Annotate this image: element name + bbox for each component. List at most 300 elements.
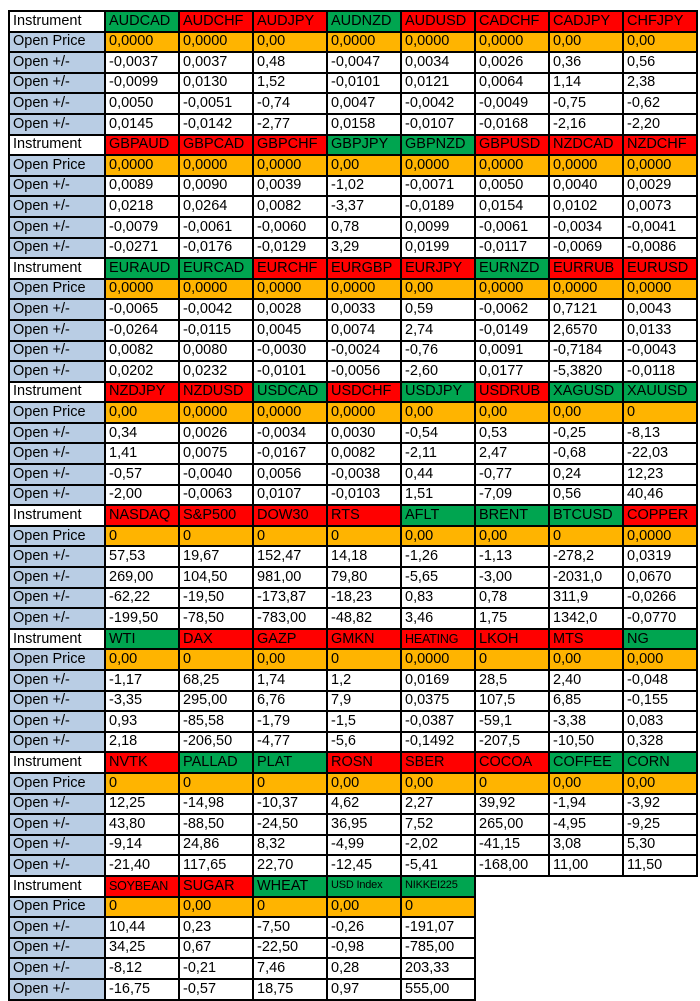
open-change-cell[interactable]: 0,97 — [327, 979, 401, 1000]
open-change-cell[interactable]: 0,78 — [475, 588, 549, 609]
open-change-cell[interactable]: -3,92 — [623, 794, 697, 815]
open-change-cell[interactable]: 203,33 — [401, 958, 475, 979]
row-label-cell[interactable]: Open Price — [9, 402, 105, 423]
open-change-cell[interactable]: -0,0024 — [327, 341, 401, 362]
open-change-cell[interactable]: -8,13 — [623, 423, 697, 444]
open-change-cell[interactable]: 0,0099 — [401, 217, 475, 238]
row-label-cell[interactable]: Open +/- — [9, 341, 105, 362]
row-label-cell[interactable]: Open +/- — [9, 567, 105, 588]
open-price-cell[interactable]: 0,00 — [475, 526, 549, 547]
open-change-cell[interactable]: 0,0232 — [179, 361, 253, 382]
open-change-cell[interactable]: 0,0034 — [401, 52, 475, 73]
open-change-cell[interactable]: -85,58 — [179, 711, 253, 732]
open-change-cell[interactable]: -0,0118 — [623, 361, 697, 382]
open-price-cell[interactable]: 0,00 — [105, 649, 179, 670]
row-label-cell[interactable]: Open +/- — [9, 835, 105, 856]
open-change-cell[interactable]: 0,0670 — [623, 567, 697, 588]
open-change-cell[interactable]: -5,41 — [401, 855, 475, 876]
row-label-cell[interactable]: Open +/- — [9, 238, 105, 259]
open-change-cell[interactable]: -1,13 — [475, 546, 549, 567]
open-change-cell[interactable]: -783,00 — [253, 608, 327, 629]
open-change-cell[interactable]: 0,0050 — [105, 93, 179, 114]
open-change-cell[interactable]: -4,99 — [327, 835, 401, 856]
open-change-cell[interactable]: 28,5 — [475, 670, 549, 691]
open-change-cell[interactable]: -18,23 — [327, 588, 401, 609]
open-price-cell[interactable]: 0,0000 — [475, 32, 549, 53]
open-change-cell[interactable]: 11,00 — [549, 855, 623, 876]
open-price-cell[interactable]: 0,00 — [327, 155, 401, 176]
row-label-cell[interactable]: Instrument — [9, 11, 105, 32]
open-change-cell[interactable]: 0,0082 — [253, 196, 327, 217]
open-change-cell[interactable]: -191,07 — [401, 917, 475, 938]
row-label-cell[interactable]: Open Price — [9, 155, 105, 176]
instrument-header-cell[interactable]: GAZP — [253, 629, 327, 650]
open-change-cell[interactable]: -22,03 — [623, 443, 697, 464]
open-change-cell[interactable]: 4,62 — [327, 794, 401, 815]
row-label-cell[interactable]: Open +/- — [9, 485, 105, 506]
open-change-cell[interactable]: 0,0102 — [549, 196, 623, 217]
open-change-cell[interactable]: -0,0060 — [253, 217, 327, 238]
open-change-cell[interactable]: 0,0050 — [475, 176, 549, 197]
instrument-header-cell[interactable]: GBPNZD — [401, 135, 475, 156]
open-change-cell[interactable]: -0,0770 — [623, 608, 697, 629]
row-label-cell[interactable]: Open +/- — [9, 52, 105, 73]
open-price-cell[interactable]: 0,00 — [549, 649, 623, 670]
open-change-cell[interactable]: -0,0056 — [327, 361, 401, 382]
open-change-cell[interactable]: 22,70 — [253, 855, 327, 876]
open-price-cell[interactable]: 0 — [327, 526, 401, 547]
row-label-cell[interactable]: Open +/- — [9, 711, 105, 732]
open-change-cell[interactable]: 2,74 — [401, 320, 475, 341]
instrument-header-cell[interactable]: COFFEE — [549, 752, 623, 773]
open-change-cell[interactable]: -0,155 — [623, 691, 697, 712]
row-label-cell[interactable]: Open +/- — [9, 196, 105, 217]
row-label-cell[interactable]: Open +/- — [9, 217, 105, 238]
open-change-cell[interactable]: -0,048 — [623, 670, 697, 691]
open-change-cell[interactable]: 8,32 — [253, 835, 327, 856]
open-change-cell[interactable]: 1,51 — [401, 485, 475, 506]
open-change-cell[interactable]: -0,0061 — [475, 217, 549, 238]
row-label-cell[interactable]: Open +/- — [9, 443, 105, 464]
open-change-cell[interactable]: -0,0030 — [253, 341, 327, 362]
open-change-cell[interactable]: -1,79 — [253, 711, 327, 732]
open-change-cell[interactable]: -21,40 — [105, 855, 179, 876]
open-price-cell[interactable]: 0,00 — [549, 32, 623, 53]
open-price-cell[interactable]: 0,0000 — [475, 155, 549, 176]
row-label-cell[interactable]: Open +/- — [9, 588, 105, 609]
row-label-cell[interactable]: Instrument — [9, 752, 105, 773]
open-change-cell[interactable]: -0,0266 — [623, 588, 697, 609]
open-change-cell[interactable]: -0,0149 — [475, 320, 549, 341]
row-label-cell[interactable]: Open +/- — [9, 299, 105, 320]
open-change-cell[interactable]: -0,26 — [327, 917, 401, 938]
open-change-cell[interactable]: 0,0089 — [105, 176, 179, 197]
open-change-cell[interactable]: 5,30 — [623, 835, 697, 856]
open-change-cell[interactable]: -0,21 — [179, 958, 253, 979]
open-price-cell[interactable]: 0,0000 — [105, 279, 179, 300]
open-change-cell[interactable]: 6,85 — [549, 691, 623, 712]
row-label-cell[interactable]: Instrument — [9, 258, 105, 279]
open-change-cell[interactable]: -2,20 — [623, 114, 697, 135]
open-price-cell[interactable]: 0,000 — [623, 649, 697, 670]
open-change-cell[interactable]: -0,0042 — [179, 299, 253, 320]
instrument-header-cell[interactable]: GBPAUD — [105, 135, 179, 156]
open-change-cell[interactable]: 0,0029 — [623, 176, 697, 197]
open-price-cell[interactable]: 0,00 — [327, 773, 401, 794]
row-label-cell[interactable]: Open +/- — [9, 691, 105, 712]
open-change-cell[interactable]: 12,23 — [623, 464, 697, 485]
open-change-cell[interactable]: -2,11 — [401, 443, 475, 464]
instrument-header-cell[interactable]: EURNZD — [475, 258, 549, 279]
open-change-cell[interactable]: 0,0264 — [179, 196, 253, 217]
row-label-cell[interactable]: Instrument — [9, 135, 105, 156]
instrument-header-cell[interactable]: S&P500 — [179, 505, 253, 526]
open-price-cell[interactable]: 0 — [401, 897, 475, 918]
open-price-cell[interactable]: 0,0000 — [549, 155, 623, 176]
instrument-header-cell[interactable]: NVTK — [105, 752, 179, 773]
open-change-cell[interactable]: 14,18 — [327, 546, 401, 567]
open-price-cell[interactable]: 0,0000 — [253, 279, 327, 300]
open-change-cell[interactable]: -0,68 — [549, 443, 623, 464]
open-change-cell[interactable]: 0,0075 — [179, 443, 253, 464]
open-change-cell[interactable]: 19,67 — [179, 546, 253, 567]
open-change-cell[interactable]: -0,7184 — [549, 341, 623, 362]
open-price-cell[interactable]: 0 — [253, 526, 327, 547]
open-change-cell[interactable]: -3,35 — [105, 691, 179, 712]
open-change-cell[interactable]: 311,9 — [549, 588, 623, 609]
open-change-cell[interactable]: -0,0042 — [401, 93, 475, 114]
open-change-cell[interactable]: -2,02 — [401, 835, 475, 856]
row-label-cell[interactable]: Open +/- — [9, 958, 105, 979]
open-price-cell[interactable]: 0 — [327, 649, 401, 670]
instrument-header-cell[interactable]: AUDJPY — [253, 11, 327, 32]
row-label-cell[interactable]: Open +/- — [9, 361, 105, 382]
open-change-cell[interactable]: 24,86 — [179, 835, 253, 856]
open-change-cell[interactable]: -0,0041 — [623, 217, 697, 238]
instrument-header-cell[interactable]: GBPCHF — [253, 135, 327, 156]
instrument-header-cell[interactable]: USDJPY — [401, 382, 475, 403]
instrument-header-cell[interactable]: GMKN — [327, 629, 401, 650]
open-change-cell[interactable]: 0,0107 — [253, 485, 327, 506]
open-change-cell[interactable]: -10,50 — [549, 732, 623, 753]
open-change-cell[interactable]: -10,37 — [253, 794, 327, 815]
open-price-cell[interactable]: 0,0000 — [327, 279, 401, 300]
open-change-cell[interactable]: -0,0079 — [105, 217, 179, 238]
open-price-cell[interactable]: 0,00 — [253, 649, 327, 670]
open-price-cell[interactable]: 0,00 — [549, 773, 623, 794]
instrument-header-cell[interactable]: USDCAD — [253, 382, 327, 403]
instrument-header-cell[interactable]: PALLAD — [179, 752, 253, 773]
open-change-cell[interactable]: -19,50 — [179, 588, 253, 609]
instrument-header-cell[interactable]: GBPUSD — [475, 135, 549, 156]
instrument-header-cell[interactable]: CHFJPY — [623, 11, 697, 32]
open-change-cell[interactable]: 68,25 — [179, 670, 253, 691]
instrument-header-cell[interactable]: GBPJPY — [327, 135, 401, 156]
open-change-cell[interactable]: -0,0040 — [179, 464, 253, 485]
open-change-cell[interactable]: -4,95 — [549, 814, 623, 835]
open-price-cell[interactable]: 0,0000 — [401, 155, 475, 176]
open-price-cell[interactable]: 0,0000 — [327, 32, 401, 53]
open-change-cell[interactable]: 0,56 — [623, 52, 697, 73]
open-change-cell[interactable]: -0,98 — [327, 938, 401, 959]
open-change-cell[interactable]: -3,38 — [549, 711, 623, 732]
instrument-header-cell[interactable]: EURCAD — [179, 258, 253, 279]
open-change-cell[interactable]: 0,23 — [179, 917, 253, 938]
open-change-cell[interactable]: -0,0142 — [179, 114, 253, 135]
open-change-cell[interactable]: 2,38 — [623, 73, 697, 94]
open-price-cell[interactable]: 0,0000 — [105, 155, 179, 176]
open-change-cell[interactable]: 0,0073 — [623, 196, 697, 217]
open-change-cell[interactable]: 1,74 — [253, 670, 327, 691]
open-change-cell[interactable]: 34,25 — [105, 938, 179, 959]
open-change-cell[interactable]: 2,6570 — [549, 320, 623, 341]
open-change-cell[interactable]: -207,5 — [475, 732, 549, 753]
open-price-cell[interactable]: 0,0000 — [179, 155, 253, 176]
open-change-cell[interactable]: 0,083 — [623, 711, 697, 732]
open-change-cell[interactable]: -2,00 — [105, 485, 179, 506]
open-change-cell[interactable]: 0,36 — [549, 52, 623, 73]
open-price-cell[interactable]: 0,0000 — [253, 155, 327, 176]
open-change-cell[interactable]: 3,46 — [401, 608, 475, 629]
open-price-cell[interactable]: 0,0000 — [475, 279, 549, 300]
open-change-cell[interactable]: 0,56 — [549, 485, 623, 506]
open-change-cell[interactable]: -0,0069 — [549, 238, 623, 259]
open-change-cell[interactable]: 269,00 — [105, 567, 179, 588]
open-change-cell[interactable]: -0,0037 — [105, 52, 179, 73]
open-change-cell[interactable]: -0,0071 — [401, 176, 475, 197]
open-change-cell[interactable]: -3,00 — [475, 567, 549, 588]
open-price-cell[interactable]: 0,0000 — [401, 32, 475, 53]
instrument-header-cell[interactable]: EURCHF — [253, 258, 327, 279]
open-price-cell[interactable]: 0,0000 — [179, 32, 253, 53]
open-change-cell[interactable]: 0,83 — [401, 588, 475, 609]
row-label-cell[interactable]: Open +/- — [9, 423, 105, 444]
open-price-cell[interactable]: 0 — [623, 402, 697, 423]
open-change-cell[interactable]: -0,57 — [179, 979, 253, 1000]
instrument-header-cell[interactable]: XAGUSD — [549, 382, 623, 403]
open-change-cell[interactable]: 0,0082 — [105, 341, 179, 362]
row-label-cell[interactable]: Instrument — [9, 876, 105, 897]
instrument-header-cell[interactable]: SOYBEAN — [105, 876, 179, 897]
open-change-cell[interactable]: -0,0099 — [105, 73, 179, 94]
open-change-cell[interactable]: -0,0115 — [179, 320, 253, 341]
row-label-cell[interactable]: Open +/- — [9, 917, 105, 938]
instrument-header-cell[interactable]: MTS — [549, 629, 623, 650]
instrument-header-cell[interactable]: AUDNZD — [327, 11, 401, 32]
open-change-cell[interactable]: -5,3820 — [549, 361, 623, 382]
open-price-cell[interactable]: 0,0000 — [179, 279, 253, 300]
open-change-cell[interactable]: -22,50 — [253, 938, 327, 959]
instrument-header-cell[interactable]: CADJPY — [549, 11, 623, 32]
open-price-cell[interactable]: 0 — [475, 649, 549, 670]
open-change-cell[interactable]: 0,0158 — [327, 114, 401, 135]
open-price-cell[interactable]: 0,0000 — [549, 279, 623, 300]
open-change-cell[interactable]: 0,0074 — [327, 320, 401, 341]
open-change-cell[interactable]: 0,0037 — [179, 52, 253, 73]
row-label-cell[interactable]: Instrument — [9, 505, 105, 526]
open-price-cell[interactable]: 0,00 — [623, 32, 697, 53]
open-change-cell[interactable]: 0,0043 — [623, 299, 697, 320]
open-change-cell[interactable]: 0,0121 — [401, 73, 475, 94]
open-price-cell[interactable]: 0,00 — [475, 402, 549, 423]
open-change-cell[interactable]: -24,50 — [253, 814, 327, 835]
open-change-cell[interactable]: -9,14 — [105, 835, 179, 856]
open-price-cell[interactable]: 0,0000 — [253, 402, 327, 423]
open-change-cell[interactable]: 0,93 — [105, 711, 179, 732]
open-change-cell[interactable]: 0,53 — [475, 423, 549, 444]
instrument-header-cell[interactable]: ROSN — [327, 752, 401, 773]
row-label-cell[interactable]: Open +/- — [9, 93, 105, 114]
open-change-cell[interactable]: -0,74 — [253, 93, 327, 114]
open-change-cell[interactable]: -0,54 — [401, 423, 475, 444]
open-change-cell[interactable]: 107,5 — [475, 691, 549, 712]
open-change-cell[interactable]: 0,0218 — [105, 196, 179, 217]
open-change-cell[interactable]: 79,80 — [327, 567, 401, 588]
instrument-header-cell[interactable]: EURAUD — [105, 258, 179, 279]
open-change-cell[interactable]: 0,0090 — [179, 176, 253, 197]
open-price-cell[interactable]: 0,00 — [401, 279, 475, 300]
open-change-cell[interactable]: -4,77 — [253, 732, 327, 753]
open-change-cell[interactable]: 0,44 — [401, 464, 475, 485]
row-label-cell[interactable]: Open Price — [9, 526, 105, 547]
open-price-cell[interactable]: 0,0000 — [105, 32, 179, 53]
open-change-cell[interactable]: 0,0130 — [179, 73, 253, 94]
open-change-cell[interactable]: -0,0034 — [253, 423, 327, 444]
instrument-header-cell[interactable]: NG — [623, 629, 697, 650]
instrument-header-cell[interactable]: NZDCAD — [549, 135, 623, 156]
open-change-cell[interactable]: -0,0101 — [253, 361, 327, 382]
instrument-header-cell[interactable]: BTCUSD — [549, 505, 623, 526]
row-label-cell[interactable]: Open +/- — [9, 670, 105, 691]
open-change-cell[interactable]: -173,87 — [253, 588, 327, 609]
row-label-cell[interactable]: Open +/- — [9, 320, 105, 341]
open-change-cell[interactable]: -0,0117 — [475, 238, 549, 259]
instrument-header-cell[interactable]: AUDCAD — [105, 11, 179, 32]
instrument-header-cell[interactable]: NZDCHF — [623, 135, 697, 156]
open-change-cell[interactable]: 0,0033 — [327, 299, 401, 320]
open-change-cell[interactable]: 0,0047 — [327, 93, 401, 114]
open-change-cell[interactable]: 0,328 — [623, 732, 697, 753]
open-change-cell[interactable]: 2,18 — [105, 732, 179, 753]
open-change-cell[interactable]: -0,0043 — [623, 341, 697, 362]
open-change-cell[interactable]: 2,27 — [401, 794, 475, 815]
open-price-cell[interactable]: 0 — [105, 526, 179, 547]
open-change-cell[interactable]: 0,28 — [327, 958, 401, 979]
instrument-header-cell[interactable]: AUDCHF — [179, 11, 253, 32]
instrument-header-cell[interactable]: SUGAR — [179, 876, 253, 897]
open-change-cell[interactable]: 0,0045 — [253, 320, 327, 341]
open-change-cell[interactable]: -0,62 — [623, 93, 697, 114]
open-change-cell[interactable]: 0,0169 — [401, 670, 475, 691]
open-change-cell[interactable]: -0,0049 — [475, 93, 549, 114]
open-change-cell[interactable]: 0,0056 — [253, 464, 327, 485]
open-price-cell[interactable]: 0,00 — [401, 402, 475, 423]
open-change-cell[interactable]: 0,67 — [179, 938, 253, 959]
open-change-cell[interactable]: -5,65 — [401, 567, 475, 588]
open-change-cell[interactable]: -78,50 — [179, 608, 253, 629]
open-change-cell[interactable]: -12,45 — [327, 855, 401, 876]
open-change-cell[interactable]: -2,77 — [253, 114, 327, 135]
instrument-header-cell[interactable]: USD Index — [327, 876, 401, 897]
open-change-cell[interactable]: 0,0145 — [105, 114, 179, 135]
open-change-cell[interactable]: 0,0199 — [401, 238, 475, 259]
open-change-cell[interactable]: -0,0062 — [475, 299, 549, 320]
open-price-cell[interactable]: 0,0000 — [623, 155, 697, 176]
row-label-cell[interactable]: Instrument — [9, 629, 105, 650]
open-change-cell[interactable]: -0,0051 — [179, 93, 253, 114]
open-price-cell[interactable]: 0 — [105, 897, 179, 918]
instrument-header-cell[interactable]: CORN — [623, 752, 697, 773]
instrument-header-cell[interactable]: PLAT — [253, 752, 327, 773]
row-label-cell[interactable]: Open +/- — [9, 546, 105, 567]
row-label-cell[interactable]: Open +/- — [9, 814, 105, 835]
open-change-cell[interactable]: -168,00 — [475, 855, 549, 876]
row-label-cell[interactable]: Open Price — [9, 649, 105, 670]
open-price-cell[interactable]: 0,00 — [179, 897, 253, 918]
open-change-cell[interactable]: -0,0065 — [105, 299, 179, 320]
instrument-header-cell[interactable]: LKOH — [475, 629, 549, 650]
open-change-cell[interactable]: -2,60 — [401, 361, 475, 382]
open-change-cell[interactable]: 0,0154 — [475, 196, 549, 217]
instrument-header-cell[interactable]: AFLT — [401, 505, 475, 526]
open-change-cell[interactable]: -0,0129 — [253, 238, 327, 259]
instrument-header-cell[interactable]: EURGBP — [327, 258, 401, 279]
open-change-cell[interactable]: 57,53 — [105, 546, 179, 567]
open-change-cell[interactable]: -0,77 — [475, 464, 549, 485]
open-change-cell[interactable]: -0,0103 — [327, 485, 401, 506]
open-price-cell[interactable]: 0,00 — [253, 32, 327, 53]
open-change-cell[interactable]: 39,92 — [475, 794, 549, 815]
open-change-cell[interactable]: 0,0028 — [253, 299, 327, 320]
open-price-cell[interactable]: 0,00 — [623, 773, 697, 794]
open-change-cell[interactable]: -1,94 — [549, 794, 623, 815]
open-price-cell[interactable]: 0,00 — [549, 402, 623, 423]
open-change-cell[interactable]: -2031,0 — [549, 567, 623, 588]
open-change-cell[interactable]: -0,25 — [549, 423, 623, 444]
open-price-cell[interactable]: 0 — [549, 526, 623, 547]
open-change-cell[interactable]: 0,0080 — [179, 341, 253, 362]
open-change-cell[interactable]: -88,50 — [179, 814, 253, 835]
open-price-cell[interactable]: 0 — [105, 773, 179, 794]
open-change-cell[interactable]: 1,52 — [253, 73, 327, 94]
open-change-cell[interactable]: 0,24 — [549, 464, 623, 485]
open-change-cell[interactable]: -0,0034 — [549, 217, 623, 238]
open-change-cell[interactable]: -7,50 — [253, 917, 327, 938]
open-change-cell[interactable]: -0,76 — [401, 341, 475, 362]
open-change-cell[interactable]: -0,0387 — [401, 711, 475, 732]
open-price-cell[interactable]: 0 — [253, 773, 327, 794]
instrument-header-cell[interactable]: WHEAT — [253, 876, 327, 897]
instrument-header-cell[interactable]: CADCHF — [475, 11, 549, 32]
open-change-cell[interactable]: -0,0061 — [179, 217, 253, 238]
open-change-cell[interactable]: -16,75 — [105, 979, 179, 1000]
open-price-cell[interactable]: 0 — [179, 649, 253, 670]
open-change-cell[interactable]: 0,0026 — [179, 423, 253, 444]
open-change-cell[interactable]: 1,41 — [105, 443, 179, 464]
open-change-cell[interactable]: 12,25 — [105, 794, 179, 815]
open-change-cell[interactable]: 3,08 — [549, 835, 623, 856]
row-label-cell[interactable]: Open +/- — [9, 176, 105, 197]
row-label-cell[interactable]: Open Price — [9, 279, 105, 300]
row-label-cell[interactable]: Open +/- — [9, 794, 105, 815]
instrument-header-cell[interactable]: NZDJPY — [105, 382, 179, 403]
instrument-header-cell[interactable]: NZDUSD — [179, 382, 253, 403]
instrument-header-cell[interactable]: RTS — [327, 505, 401, 526]
open-change-cell[interactable]: -7,09 — [475, 485, 549, 506]
open-change-cell[interactable]: 104,50 — [179, 567, 253, 588]
open-change-cell[interactable]: -41,15 — [475, 835, 549, 856]
open-change-cell[interactable]: 3,29 — [327, 238, 401, 259]
